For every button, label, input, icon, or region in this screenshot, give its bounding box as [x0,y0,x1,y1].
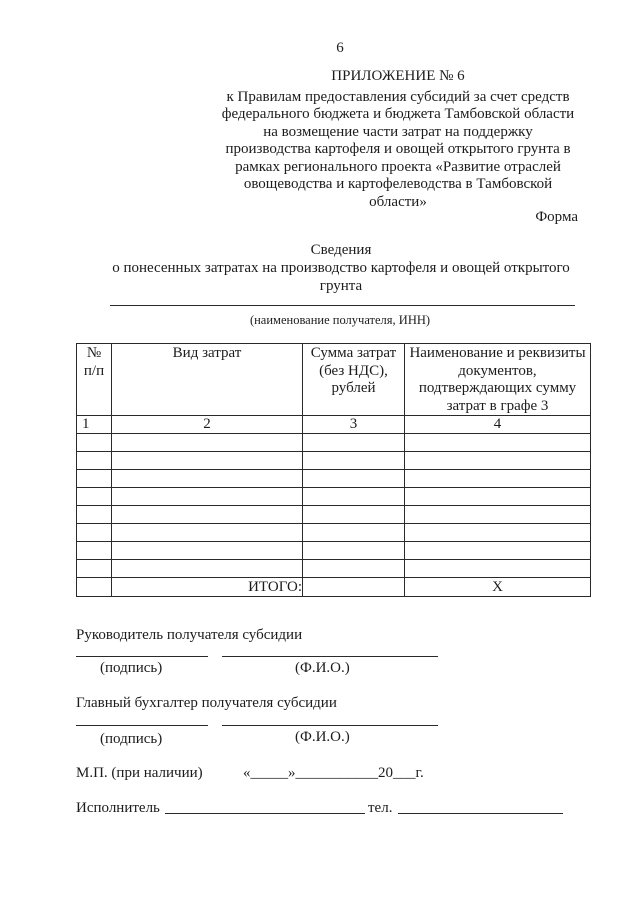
table-row [77,470,591,488]
table-cell [77,560,112,578]
table-row [77,524,591,542]
executor-label: Исполнитель [76,800,160,816]
header-line: затрат в графе 3 [446,397,549,414]
table-cell [405,434,591,452]
table-cell [303,452,405,470]
appendix-line: области» [369,193,427,210]
total-label: ИТОГО: [112,578,303,597]
recipient-caption: (наименование получателя, ИНН) [249,313,431,327]
table-cell [112,542,303,560]
column-number: 3 [303,416,405,434]
signature-caption: (подпись) [100,731,163,747]
name-caption: (Ф.И.О.) [295,729,350,745]
table-cell [112,488,303,506]
heading-line: о понесенных затратах на производство картофеля и овощей открытого [112,260,570,276]
heading-title: Сведения [310,242,372,258]
column-number: 2 [112,416,303,434]
table-cell [112,506,303,524]
table-cell [303,542,405,560]
appendix-line: овощеводства и картофелеводства в Тамбовской [243,176,553,192]
table-cell [77,434,112,452]
table-cell [112,452,303,470]
appendix-line: рамках регионального проекта «Развитие отраслей [235,158,561,175]
column-number: 1 [77,416,112,434]
table-cell [405,452,591,470]
recipient-name-line [110,305,575,306]
table-cell [303,488,405,506]
table-cell [77,470,112,488]
header-line: Вид затрат [172,345,242,361]
table-cell [405,524,591,542]
table-cell [303,506,405,524]
header-line: (без НДС), [319,362,388,379]
head-signature-label: Руководитель получателя субсидии [76,627,303,643]
header-line: п/п [83,362,105,379]
header-number [77,344,112,416]
table-header-row [77,344,591,416]
table-row [77,542,591,560]
table-cell [77,452,112,470]
table-cell [405,542,591,560]
header-line: Сумма затрат [310,345,397,361]
table-cell [112,560,303,578]
total-row [77,578,591,597]
heading-line: грунта [319,278,363,294]
table-cell [303,434,405,452]
table-cell [405,488,591,506]
table-cell [77,524,112,542]
appendix-line: производства картофеля и овощей открытого грунта в [225,141,571,157]
costs-table [76,343,591,597]
appendix-line: федерального бюджета и бюджета Тамбовской области [221,106,575,122]
header-cost-type [112,344,303,416]
executor-name-line [165,813,365,814]
total-mark: Х [405,578,591,597]
document-heading [96,241,586,295]
table-cell [77,488,112,506]
phone-label: тел. [368,800,393,816]
form-label: Форма [535,209,578,225]
table-row [77,488,591,506]
head-name-line [222,656,438,657]
table-cell [405,470,591,488]
table-cell [405,560,591,578]
table-cell [112,470,303,488]
accountant-signature-line [76,725,208,726]
header-line: рублей [331,380,376,396]
appendix-block [218,68,578,211]
table-cell [303,470,405,488]
table-cell [112,434,303,452]
table-cell [77,542,112,560]
header-line: № [86,345,102,361]
table-cell [303,560,405,578]
date-field: «_____»___________20___г. [243,765,424,781]
table-cell [77,506,112,524]
header-cost-amount [303,344,405,416]
page-number: 6 [336,40,344,56]
table-row [77,434,591,452]
header-line: подтверждающих сумму [418,380,577,396]
table-row [77,506,591,524]
table-cell [112,524,303,542]
accountant-name-line [222,725,438,726]
head-signature-line [76,656,208,657]
table-cell [303,524,405,542]
phone-line [398,813,563,814]
table-row [77,560,591,578]
column-numbers-row [77,416,591,434]
appendix-line: к Правилам предоставления субсидий за счет средств [226,88,570,105]
table-row [77,452,591,470]
header-documents [405,344,591,416]
column-number: 4 [405,416,591,434]
appendix-line: на возмещение части затрат на поддержку [263,123,533,140]
header-line: документов, [458,362,537,379]
name-caption: (Ф.И.О.) [295,660,350,676]
signature-caption: (подпись) [100,660,163,676]
accountant-signature-label: Главный бухгалтер получателя субсидии [76,695,337,711]
stamp-label: М.П. (при наличии) [76,765,203,781]
total-amount-cell [303,578,405,597]
table-cell [77,578,112,597]
table-cell [405,506,591,524]
header-line: Наименование и реквизиты [409,345,586,361]
appendix-title: ПРИЛОЖЕНИЕ № 6 [331,68,465,84]
